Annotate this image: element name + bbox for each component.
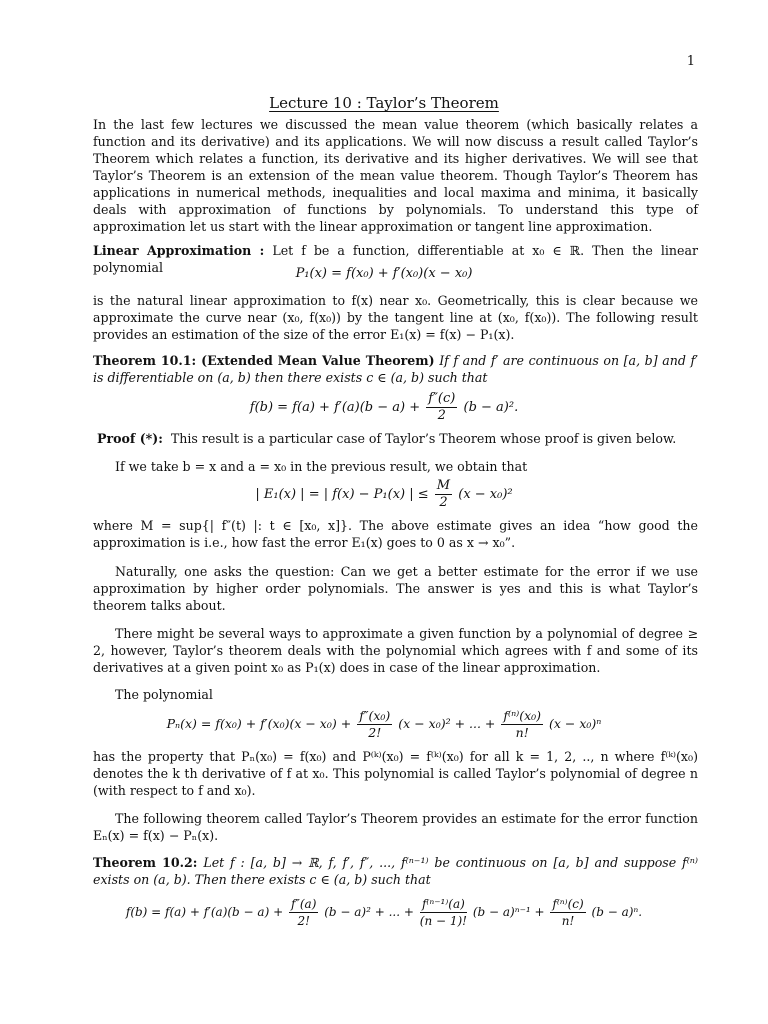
- theorem-10-2-heading: Theorem 10.2:: [93, 855, 198, 870]
- eq4-part-b: (x − x₀)² + ... +: [398, 716, 496, 731]
- equation-error-bound: [0, 478, 768, 511]
- where-paragraph: where M = sup{| f″(t) |: t ∈ [x₀, x]}. The above estimate gives an idea “how good the approximation is i.e., how fast the error E₁(x) goes to 0 as x → x₀”.: [93, 518, 698, 550]
- natural-approx-paragraph: is the natural linear approximation to f(x) near x₀. Geometrically, this is clear because we approximate the curve near (x₀, f(x₀)) by the tangent line at (x₀, f(x₀)). The following result provides an estimation of the size of the error E₁(x) = f(x) − P₁(x).: [93, 293, 698, 342]
- proof-text: This result is a particular case of Taylor’s Theorem whose proof is given below.: [170, 431, 677, 446]
- eq2-denominator: 2: [437, 408, 446, 423]
- equation-linear-polynomial: P₁(x) = f(x₀) + f′(x₀)(x − x₀): [295, 266, 473, 281]
- eq5-denominator-3: n!: [561, 914, 575, 928]
- theorem-10-1: [93, 352, 698, 386]
- eq3-numerator: M: [436, 478, 451, 493]
- eq3-right: (x − x₀)²: [458, 487, 513, 502]
- theorem-10-2-statement: Let f : [a, b] → ℝ, f, f′, f″, ..., f⁽ⁿ⁻¹⁾ be continuous on [a, b] and suppose f⁽ⁿ⁾ exists on (a, b). Then there exists c ∈ (a, b) such that: [93, 855, 698, 887]
- linear-approx-heading: Linear Approximation :: [93, 243, 265, 258]
- eq5-numerator-1: f″(a): [290, 897, 317, 911]
- eq5-part-c: (b − a)ⁿ⁻¹ +: [472, 905, 545, 919]
- proof-paragraph: [97, 430, 702, 447]
- eq4-fraction-2: [501, 708, 543, 741]
- eq5-denominator-2: (n − 1)!: [419, 914, 467, 928]
- intro-paragraph: In the last few lectures we discussed the mean value theorem (which basically relates a function and its derivative) and its applications. We will now discuss a result called Taylor’s Theorem which relates a function, its derivative and its higher derivatives. We will see that Taylor’s Theorem is an extension of the mean value theorem. Though Taylor’s Theorem has applications in numerical methods, inequalities and local maxima and minima, it basically deals with approximation of functions by polynomials. To understand this type of approximation let us start with the linear approximation or tangent line approximation.: [93, 117, 698, 234]
- eq3-denominator: 2: [439, 495, 448, 510]
- take-paragraph: If we take b = x and a = x₀ in the previous result, we obtain that: [115, 459, 528, 474]
- eq4-part-a: Pₙ(x) = f(x₀) + f′(x₀)(x − x₀) +: [166, 716, 352, 731]
- lecture-title-text: Lecture 10 : Taylor’s Theorem: [269, 94, 499, 112]
- eq5-numerator-2: f⁽ⁿ⁻¹⁾(a): [420, 896, 467, 913]
- eq2-right: (b − a)².: [463, 400, 519, 415]
- eq5-numerator-3: f⁽ⁿ⁾(c): [552, 897, 584, 911]
- page-number: 1: [686, 54, 695, 69]
- eq4-denominator-1: 2!: [368, 725, 382, 740]
- eq4-part-c: (x − x₀)ⁿ: [549, 716, 602, 731]
- eq2-left: f(b) = f(a) + f′(a)(b − a) +: [249, 400, 421, 415]
- equation-taylor-theorem: [0, 896, 768, 929]
- eq5-part-e: (b − a)ⁿ.: [591, 905, 643, 919]
- eq5-part-a: f(b) = f(a) + f′(a)(b − a) +: [125, 905, 284, 919]
- naturally-paragraph: Naturally, one asks the question: Can we get a better estimate for the error if we use approximation by higher order polynomials. The answer is yes and this is what Taylor’s theorem talks about.: [93, 564, 698, 613]
- eq3-left: | E₁(x) | = | f(x) − P₁(x) | ≤: [255, 487, 429, 502]
- eq2-numerator: f″(c): [428, 391, 456, 406]
- theorem-10-1-statement: If f and f′ are continuous on [a, b] and f′ is differentiable on (a, b) then there exists c ∈ (a, b) such that: [93, 353, 698, 385]
- linear-approx-text: Let f be a function, differentiable at x₀ ∈ ℝ. Then the linear polynomial: [93, 243, 698, 275]
- theorem-10-2: [93, 854, 698, 888]
- eq3-fraction: [435, 478, 452, 511]
- equation-extended-mvt: [0, 391, 768, 424]
- eq5-fraction-2: [420, 896, 467, 929]
- several-ways-paragraph: There might be several ways to approximate a given function by a polynomial of degree ≥ 2, however, Taylor’s theorem deals with the polynomial which agrees with f and some of its derivatives at a given point x₀ as P₁(x) does in case of the linear approximation.: [93, 626, 698, 675]
- property-paragraph: has the property that Pₙ(x₀) = f(x₀) and P⁽ᵏ⁾(x₀) = f⁽ᵏ⁾(x₀) for all k = 1, 2, .., n where f⁽ᵏ⁾(x₀) denotes the k th derivative of f at x₀. This polynomial is called Taylor’s polynomial of degree n (with respect to f and x₀).: [93, 749, 698, 798]
- eq4-numerator-2: f⁽ⁿ⁾(x₀): [503, 708, 542, 723]
- eq5-fraction-3: [550, 896, 585, 929]
- eq2-fraction: [426, 391, 457, 424]
- eq4-numerator-1: f″(x₀): [359, 708, 391, 723]
- lecture-title: [0, 94, 768, 112]
- theorem-10-1-heading: Theorem 10.1: (Extended Mean Value Theorem): [93, 353, 435, 368]
- eq5-fraction-1: [289, 896, 318, 929]
- proof-heading: Proof (*):: [97, 431, 163, 446]
- following-paragraph: The following theorem called Taylor’s Theorem provides an estimate for the error function Eₙ(x) = f(x) − Pₙ(x).: [93, 811, 698, 843]
- equation-taylor-polynomial: [0, 708, 768, 741]
- polynomial-intro: The polynomial: [115, 687, 213, 702]
- eq4-fraction-1: [357, 708, 392, 741]
- eq5-denominator-1: 2!: [297, 914, 310, 928]
- eq5-part-b: (b − a)² + ... +: [324, 905, 414, 919]
- eq4-denominator-2: n!: [515, 725, 529, 740]
